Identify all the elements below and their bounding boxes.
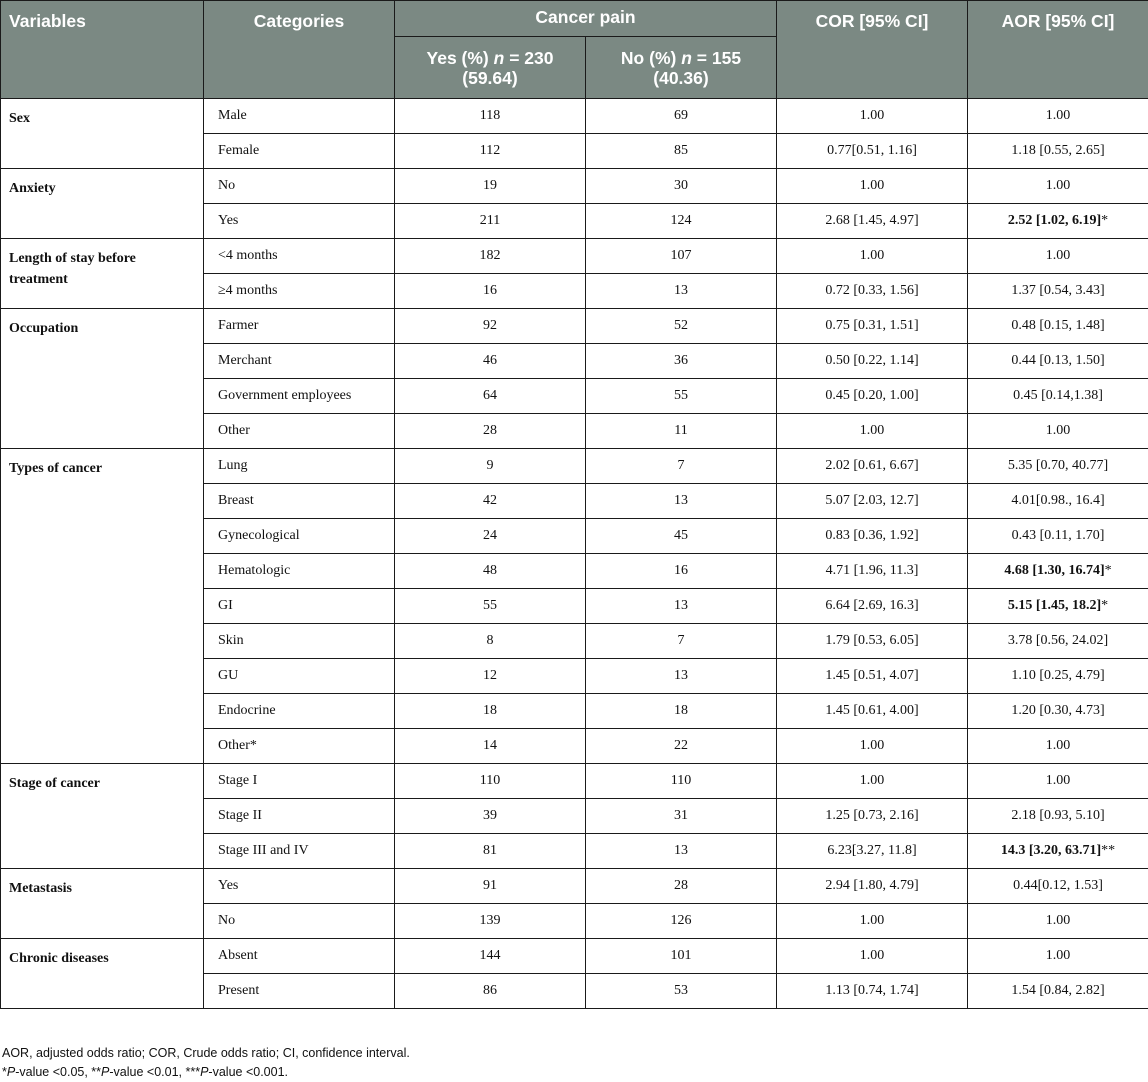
aor-value: 0.45 [0.14,1.38] — [1013, 388, 1103, 403]
yes-count-cell: 19 — [395, 169, 586, 204]
no-count-cell: 107 — [586, 239, 777, 274]
category-cell: Present — [204, 974, 395, 1009]
aor-value: 0.44[0.12, 1.53] — [1013, 878, 1103, 893]
table-row — [1, 869, 1148, 904]
table-row — [1, 169, 1148, 204]
no-count-cell: 30 — [586, 169, 777, 204]
header-cor: COR [95% CI] — [777, 1, 968, 99]
no-count-cell: 36 — [586, 344, 777, 379]
header-no: No (%) n = 155 (40.36) — [586, 37, 777, 99]
no-count-cell: 16 — [586, 554, 777, 589]
aor-value: 1.00 — [1046, 248, 1071, 263]
aor-cell — [968, 939, 1148, 974]
category-cell: Other* — [204, 729, 395, 764]
cor-cell: 1.45 [0.61, 4.00] — [777, 694, 968, 729]
yes-count-cell: 8 — [395, 624, 586, 659]
category-cell: Stage II — [204, 799, 395, 834]
variable-cell: Stage of cancer — [1, 764, 204, 869]
yes-count-cell: 92 — [395, 309, 586, 344]
aor-cell — [968, 554, 1148, 589]
yes-count-cell: 64 — [395, 379, 586, 414]
aor-cell — [968, 869, 1148, 904]
yes-count-cell: 46 — [395, 344, 586, 379]
aor-cell — [968, 799, 1148, 834]
aor-cell — [968, 624, 1148, 659]
no-count-cell: 45 — [586, 519, 777, 554]
cor-cell: 2.68 [1.45, 4.97] — [777, 204, 968, 239]
aor-value: 1.37 [0.54, 3.43] — [1011, 283, 1104, 298]
no-count-cell: 124 — [586, 204, 777, 239]
cor-cell: 2.02 [0.61, 6.67] — [777, 449, 968, 484]
aor-cell — [968, 379, 1148, 414]
no-count-cell: 85 — [586, 134, 777, 169]
variable-cell: Length of stay before treatment — [1, 239, 204, 309]
yes-count-cell: 182 — [395, 239, 586, 274]
category-cell: Farmer — [204, 309, 395, 344]
aor-cell — [968, 309, 1148, 344]
footnote-significance: *P-value <0.05, **P-value <0.01, ***P-value <0.001. — [2, 1063, 410, 1082]
no-count-cell: 22 — [586, 729, 777, 764]
aor-value: 1.00 — [1046, 738, 1071, 753]
category-cell: Gynecological — [204, 519, 395, 554]
aor-cell — [968, 484, 1148, 519]
cor-cell: 1.00 — [777, 939, 968, 974]
aor-value: 1.00 — [1046, 773, 1071, 788]
no-count-cell: 7 — [586, 449, 777, 484]
category-cell: Female — [204, 134, 395, 169]
category-cell: Absent — [204, 939, 395, 974]
aor-value: 0.43 [0.11, 1.70] — [1012, 528, 1105, 543]
no-count-cell: 13 — [586, 274, 777, 309]
aor-cell — [968, 974, 1148, 1009]
variable-cell: Metastasis — [1, 869, 204, 939]
yes-count-cell: 139 — [395, 904, 586, 939]
aor-cell — [968, 904, 1148, 939]
category-cell: Other — [204, 414, 395, 449]
yes-count-cell: 16 — [395, 274, 586, 309]
category-cell: Breast — [204, 484, 395, 519]
variable-cell: Sex — [1, 99, 204, 169]
aor-value: 5.15 [1.45, 18.2] — [1008, 598, 1101, 613]
significance-marker: * — [1105, 563, 1112, 578]
no-count-cell: 18 — [586, 694, 777, 729]
category-cell: <4 months — [204, 239, 395, 274]
aor-cell — [968, 344, 1148, 379]
yes-count-cell: 39 — [395, 799, 586, 834]
yes-count-cell: 144 — [395, 939, 586, 974]
no-count-cell: 13 — [586, 484, 777, 519]
cor-cell: 0.50 [0.22, 1.14] — [777, 344, 968, 379]
significance-marker: * — [1101, 598, 1108, 613]
header-variables: Variables — [1, 1, 204, 99]
cor-cell: 0.75 [0.31, 1.51] — [777, 309, 968, 344]
category-cell: Endocrine — [204, 694, 395, 729]
table-row — [1, 99, 1148, 134]
cor-cell: 1.00 — [777, 729, 968, 764]
no-count-cell: 110 — [586, 764, 777, 799]
no-count-cell: 126 — [586, 904, 777, 939]
aor-cell — [968, 239, 1148, 274]
yes-count-cell: 48 — [395, 554, 586, 589]
no-count-cell: 69 — [586, 99, 777, 134]
aor-value: 2.52 [1.02, 6.19] — [1008, 213, 1101, 228]
cor-cell: 6.64 [2.69, 16.3] — [777, 589, 968, 624]
aor-cell — [968, 204, 1148, 239]
yes-count-cell: 18 — [395, 694, 586, 729]
table-row — [1, 239, 1148, 274]
category-cell: ≥4 months — [204, 274, 395, 309]
aor-value: 4.68 [1.30, 16.74] — [1004, 563, 1104, 578]
category-cell: Yes — [204, 869, 395, 904]
aor-cell — [968, 834, 1148, 869]
category-cell: Stage III and IV — [204, 834, 395, 869]
cor-cell: 1.25 [0.73, 2.16] — [777, 799, 968, 834]
category-cell: GU — [204, 659, 395, 694]
aor-cell — [968, 414, 1148, 449]
aor-cell — [968, 449, 1148, 484]
aor-cell — [968, 764, 1148, 799]
category-cell: Lung — [204, 449, 395, 484]
category-cell: Stage I — [204, 764, 395, 799]
yes-count-cell: 28 — [395, 414, 586, 449]
cor-cell: 0.83 [0.36, 1.92] — [777, 519, 968, 554]
no-count-cell: 101 — [586, 939, 777, 974]
yes-count-cell: 81 — [395, 834, 586, 869]
yes-count-cell: 91 — [395, 869, 586, 904]
yes-count-cell: 118 — [395, 99, 586, 134]
category-cell: Hematologic — [204, 554, 395, 589]
no-count-cell: 11 — [586, 414, 777, 449]
aor-value: 0.48 [0.15, 1.48] — [1011, 318, 1104, 333]
aor-value: 3.78 [0.56, 24.02] — [1008, 633, 1108, 648]
category-cell: Male — [204, 99, 395, 134]
no-count-cell: 13 — [586, 589, 777, 624]
header-categories: Categories — [204, 1, 395, 99]
yes-count-cell: 42 — [395, 484, 586, 519]
significance-marker: ** — [1101, 843, 1115, 858]
variable-cell: Anxiety — [1, 169, 204, 239]
no-count-cell: 13 — [586, 834, 777, 869]
cor-cell: 1.00 — [777, 764, 968, 799]
no-count-cell: 31 — [586, 799, 777, 834]
category-cell: Yes — [204, 204, 395, 239]
cor-cell: 1.13 [0.74, 1.74] — [777, 974, 968, 1009]
table-row — [1, 939, 1148, 974]
cor-cell: 4.71 [1.96, 11.3] — [777, 554, 968, 589]
table-row — [1, 309, 1148, 344]
aor-value: 5.35 [0.70, 40.77] — [1008, 458, 1108, 473]
cor-cell: 1.00 — [777, 99, 968, 134]
no-count-cell: 53 — [586, 974, 777, 1009]
aor-value: 14.3 [3.20, 63.71] — [1001, 843, 1101, 858]
category-cell: Merchant — [204, 344, 395, 379]
yes-count-cell: 110 — [395, 764, 586, 799]
yes-count-cell: 14 — [395, 729, 586, 764]
aor-cell — [968, 274, 1148, 309]
cor-cell: 1.00 — [777, 904, 968, 939]
cor-cell: 6.23[3.27, 11.8] — [777, 834, 968, 869]
category-cell: Government employees — [204, 379, 395, 414]
aor-cell — [968, 169, 1148, 204]
yes-count-cell: 112 — [395, 134, 586, 169]
aor-value: 1.00 — [1046, 178, 1071, 193]
yes-count-cell: 55 — [395, 589, 586, 624]
aor-value: 1.00 — [1046, 423, 1071, 438]
yes-count-cell: 86 — [395, 974, 586, 1009]
footnote-abbreviations: AOR, adjusted odds ratio; COR, Crude odds ratio; CI, confidence interval. — [2, 1044, 410, 1063]
table-row — [1, 449, 1148, 484]
category-cell: No — [204, 169, 395, 204]
cor-cell: 5.07 [2.03, 12.7] — [777, 484, 968, 519]
cor-cell: 0.77[0.51, 1.16] — [777, 134, 968, 169]
aor-cell — [968, 519, 1148, 554]
cor-cell: 1.00 — [777, 239, 968, 274]
no-count-cell: 7 — [586, 624, 777, 659]
header-cancer-pain: Cancer pain — [395, 1, 777, 37]
aor-cell — [968, 99, 1148, 134]
header-aor: AOR [95% CI] — [968, 1, 1148, 99]
cor-cell: 1.45 [0.51, 4.07] — [777, 659, 968, 694]
table-row — [1, 764, 1148, 799]
significance-marker: * — [1101, 213, 1108, 228]
cor-cell: 1.00 — [777, 169, 968, 204]
variable-cell: Occupation — [1, 309, 204, 449]
aor-value: 2.18 [0.93, 5.10] — [1011, 808, 1104, 823]
aor-value: 1.00 — [1046, 948, 1071, 963]
aor-cell — [968, 589, 1148, 624]
variable-cell: Chronic diseases — [1, 939, 204, 1009]
table-body — [1, 99, 1148, 1009]
aor-cell — [968, 659, 1148, 694]
aor-cell — [968, 729, 1148, 764]
aor-value: 1.00 — [1046, 108, 1071, 123]
category-cell: No — [204, 904, 395, 939]
no-count-cell: 52 — [586, 309, 777, 344]
aor-cell — [968, 694, 1148, 729]
cor-cell: 1.79 [0.53, 6.05] — [777, 624, 968, 659]
yes-count-cell: 211 — [395, 204, 586, 239]
no-count-cell: 28 — [586, 869, 777, 904]
header-yes: Yes (%) n = 230 (59.64) — [395, 37, 586, 99]
category-cell: Skin — [204, 624, 395, 659]
cor-cell: 0.45 [0.20, 1.00] — [777, 379, 968, 414]
category-cell: GI — [204, 589, 395, 624]
no-count-cell: 55 — [586, 379, 777, 414]
aor-cell — [968, 134, 1148, 169]
yes-count-cell: 9 — [395, 449, 586, 484]
yes-count-cell: 24 — [395, 519, 586, 554]
aor-value: 1.18 [0.55, 2.65] — [1011, 143, 1104, 158]
aor-value: 1.10 [0.25, 4.79] — [1011, 668, 1104, 683]
aor-value: 4.01[0.98., 16.4] — [1011, 493, 1104, 508]
no-count-cell: 13 — [586, 659, 777, 694]
cor-cell: 2.94 [1.80, 4.79] — [777, 869, 968, 904]
aor-value: 0.44 [0.13, 1.50] — [1011, 353, 1104, 368]
aor-value: 1.20 [0.30, 4.73] — [1011, 703, 1104, 718]
variable-cell: Types of cancer — [1, 449, 204, 764]
cor-cell: 0.72 [0.33, 1.56] — [777, 274, 968, 309]
footnotes — [2, 1044, 410, 1082]
yes-count-cell: 12 — [395, 659, 586, 694]
aor-value: 1.54 [0.84, 2.82] — [1011, 983, 1104, 998]
cor-cell: 1.00 — [777, 414, 968, 449]
aor-value: 1.00 — [1046, 913, 1071, 928]
